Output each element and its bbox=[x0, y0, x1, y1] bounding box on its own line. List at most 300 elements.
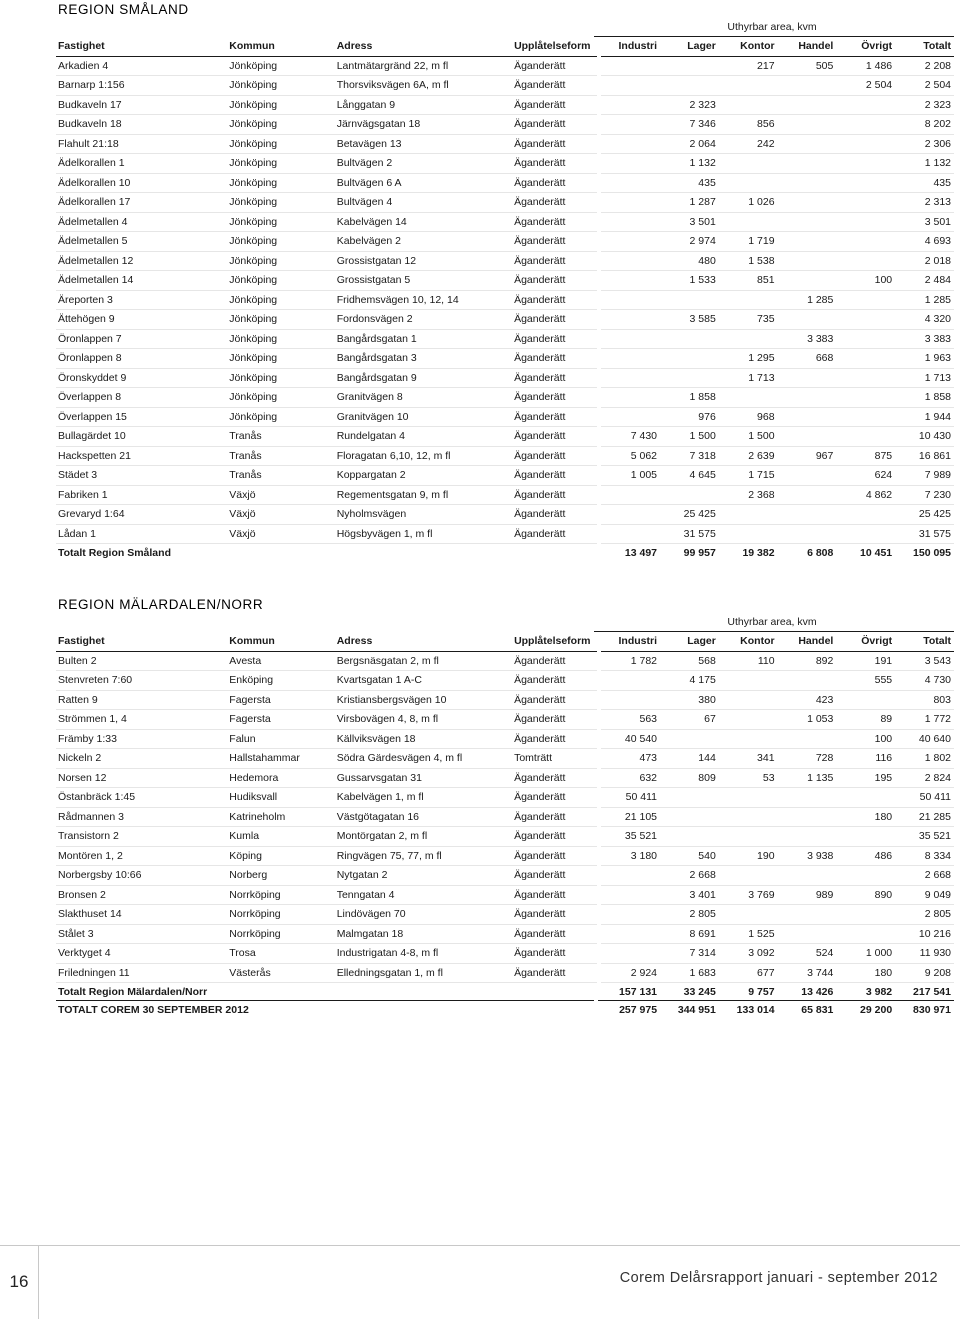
cell-kontor: 1 295 bbox=[719, 349, 778, 369]
cell-upplatelseform: Äganderätt bbox=[512, 768, 597, 788]
cell-upplatelseform: Äganderätt bbox=[512, 788, 597, 808]
property-table bbox=[56, 37, 954, 563]
cell-fastighet: Bronsen 2 bbox=[56, 885, 227, 905]
cell-kommun: Jönköping bbox=[227, 115, 334, 135]
cell-industri bbox=[601, 271, 660, 291]
cell-industri: 5 062 bbox=[601, 446, 660, 466]
cell-fastighet: Stålet 3 bbox=[56, 924, 227, 944]
cell-adress: Bangårdsgatan 9 bbox=[335, 368, 512, 388]
table-row bbox=[56, 232, 954, 252]
cell-handel bbox=[778, 154, 837, 174]
cell-upplatelseform: Äganderätt bbox=[512, 388, 597, 408]
cell-fastighet: Flahult 21:18 bbox=[56, 134, 227, 154]
cell-totalt: 10 430 bbox=[895, 427, 954, 447]
cell-fastighet: Bulten 2 bbox=[56, 651, 227, 671]
table-row bbox=[56, 95, 954, 115]
cell-lager: 1 683 bbox=[660, 963, 719, 983]
cell-kommun: Hudiksvall bbox=[227, 788, 334, 808]
cell-kontor bbox=[719, 154, 778, 174]
cell-adress: Granitvägen 10 bbox=[335, 407, 512, 427]
cell-totalt: 35 521 bbox=[895, 827, 954, 847]
table-row bbox=[56, 827, 954, 847]
cell-ovrigt bbox=[836, 212, 895, 232]
cell-industri bbox=[601, 944, 660, 964]
cell-totalt: 16 861 bbox=[895, 446, 954, 466]
cell-ovrigt: 4 862 bbox=[836, 485, 895, 505]
table-row bbox=[56, 524, 954, 544]
cell-kommun: Trosa bbox=[227, 944, 334, 964]
cell-industri bbox=[601, 407, 660, 427]
page-number-divider bbox=[38, 1245, 39, 1319]
cell-kommun: Växjö bbox=[227, 524, 334, 544]
cell-totalt: 2 018 bbox=[895, 251, 954, 271]
cell-adress: Lindövägen 70 bbox=[335, 905, 512, 925]
cell-industri bbox=[601, 134, 660, 154]
cell-industri: 1 782 bbox=[601, 651, 660, 671]
grand-total-handel: 65 831 bbox=[801, 1004, 834, 1016]
cell-lager bbox=[660, 329, 719, 349]
table-row bbox=[56, 310, 954, 330]
cell-fastighet: Barnarp 1:156 bbox=[56, 76, 227, 96]
cell-adress: Grossistgatan 12 bbox=[335, 251, 512, 271]
cell-fastighet: Arkadien 4 bbox=[56, 56, 227, 76]
cell-totalt: 2 805 bbox=[895, 905, 954, 925]
cell-ovrigt bbox=[836, 505, 895, 525]
cell-industri bbox=[601, 115, 660, 135]
table-row bbox=[56, 729, 954, 749]
cell-ovrigt: 180 bbox=[836, 807, 895, 827]
cell-kontor: 53 bbox=[719, 768, 778, 788]
cell-totalt: 7 230 bbox=[895, 485, 954, 505]
cell-adress: Kristiansbergsvägen 10 bbox=[335, 690, 512, 710]
cell-handel bbox=[778, 788, 837, 808]
cell-handel: 3 744 bbox=[778, 963, 837, 983]
report-title: Corem Delårsrapport januari - september 2012 bbox=[619, 1270, 938, 1286]
cell-adress: Industrigatan 4-8, m fl bbox=[335, 944, 512, 964]
cell-adress: Kabelvägen 2 bbox=[335, 232, 512, 252]
cell-upplatelseform: Äganderätt bbox=[512, 710, 597, 730]
cell-lager: 976 bbox=[660, 407, 719, 427]
cell-upplatelseform: Äganderätt bbox=[512, 827, 597, 847]
cell-upplatelseform: Äganderätt bbox=[512, 154, 597, 174]
cell-handel: 1 285 bbox=[778, 290, 837, 310]
table-row bbox=[56, 173, 954, 193]
cell-handel bbox=[778, 807, 837, 827]
cell-upplatelseform: Äganderätt bbox=[512, 524, 597, 544]
cell-lager: 809 bbox=[660, 768, 719, 788]
cell-upplatelseform: Äganderätt bbox=[512, 329, 597, 349]
total-row bbox=[56, 544, 954, 563]
table-row bbox=[56, 866, 954, 886]
cell-upplatelseform: Äganderätt bbox=[512, 115, 597, 135]
cell-kommun: Fagersta bbox=[227, 710, 334, 730]
cell-ovrigt bbox=[836, 427, 895, 447]
column-header-fastighet: Fastighet bbox=[56, 37, 227, 56]
cell-lager bbox=[660, 56, 719, 76]
total-totalt: 150 095 bbox=[913, 547, 951, 559]
cell-kontor bbox=[719, 290, 778, 310]
cell-fastighet: Norsen 12 bbox=[56, 768, 227, 788]
cell-totalt: 9 208 bbox=[895, 963, 954, 983]
cell-totalt: 1 132 bbox=[895, 154, 954, 174]
cell-fastighet: Lådan 1 bbox=[56, 524, 227, 544]
cell-kommun: Norrköping bbox=[227, 885, 334, 905]
cell-kommun: Jönköping bbox=[227, 349, 334, 369]
cell-kontor bbox=[719, 827, 778, 847]
cell-kontor bbox=[719, 524, 778, 544]
cell-kommun: Norrköping bbox=[227, 905, 334, 925]
table-row bbox=[56, 329, 954, 349]
column-header-ovrigt: Övrigt bbox=[836, 37, 895, 56]
cell-ovrigt: 624 bbox=[836, 466, 895, 486]
cell-adress: Källviksvägen 18 bbox=[335, 729, 512, 749]
cell-upplatelseform: Äganderätt bbox=[512, 690, 597, 710]
cell-ovrigt bbox=[836, 388, 895, 408]
cell-upplatelseform: Äganderätt bbox=[512, 95, 597, 115]
cell-ovrigt bbox=[836, 524, 895, 544]
cell-totalt: 1 802 bbox=[895, 749, 954, 769]
cell-ovrigt: 89 bbox=[836, 710, 895, 730]
cell-fastighet: Norbergsby 10:66 bbox=[56, 866, 227, 886]
cell-adress: Regementsgatan 9, m fl bbox=[335, 485, 512, 505]
table-header-row bbox=[56, 37, 954, 56]
cell-industri: 50 411 bbox=[601, 788, 660, 808]
table-header-row bbox=[56, 632, 954, 651]
cell-totalt: 3 383 bbox=[895, 329, 954, 349]
cell-kontor: 1 715 bbox=[719, 466, 778, 486]
cell-industri bbox=[601, 524, 660, 544]
cell-industri bbox=[601, 310, 660, 330]
cell-fastighet: Ädelkorallen 17 bbox=[56, 193, 227, 213]
cell-handel bbox=[778, 251, 837, 271]
cell-kontor bbox=[719, 671, 778, 691]
total-handel: 13 426 bbox=[801, 986, 834, 998]
column-header-adress: Adress bbox=[335, 632, 512, 651]
column-header-kommun: Kommun bbox=[227, 37, 334, 56]
cell-kontor: 735 bbox=[719, 310, 778, 330]
cell-kommun: Hallstahammar bbox=[227, 749, 334, 769]
cell-industri: 1 005 bbox=[601, 466, 660, 486]
cell-kommun: Kumla bbox=[227, 827, 334, 847]
cell-adress: Långgatan 9 bbox=[335, 95, 512, 115]
cell-ovrigt bbox=[836, 232, 895, 252]
cell-upplatelseform: Äganderätt bbox=[512, 505, 597, 525]
cell-kommun: Jönköping bbox=[227, 310, 334, 330]
cell-lager: 4 645 bbox=[660, 466, 719, 486]
cell-industri bbox=[601, 290, 660, 310]
cell-kommun: Tranås bbox=[227, 427, 334, 447]
table-row bbox=[56, 485, 954, 505]
cell-upplatelseform: Äganderätt bbox=[512, 671, 597, 691]
cell-fastighet: Ädelmetallen 12 bbox=[56, 251, 227, 271]
table-row bbox=[56, 690, 954, 710]
table-row bbox=[56, 505, 954, 525]
cell-kontor: 1 719 bbox=[719, 232, 778, 252]
page-number: 16 bbox=[9, 1272, 29, 1291]
cell-totalt: 8 334 bbox=[895, 846, 954, 866]
cell-upplatelseform: Äganderätt bbox=[512, 290, 597, 310]
cell-industri: 7 430 bbox=[601, 427, 660, 447]
cell-handel bbox=[778, 388, 837, 408]
cell-fastighet: Städet 3 bbox=[56, 466, 227, 486]
column-header-lager: Lager bbox=[660, 632, 719, 651]
cell-fastighet: Ättehögen 9 bbox=[56, 310, 227, 330]
table-row bbox=[56, 56, 954, 76]
cell-adress: Nyholmsvägen bbox=[335, 505, 512, 525]
cell-kommun: Hedemora bbox=[227, 768, 334, 788]
cell-adress: Södra Gärdesvägen 4, m fl bbox=[335, 749, 512, 769]
cell-totalt: 2 306 bbox=[895, 134, 954, 154]
cell-upplatelseform: Äganderätt bbox=[512, 485, 597, 505]
cell-kontor: 190 bbox=[719, 846, 778, 866]
cell-totalt: 4 320 bbox=[895, 310, 954, 330]
cell-ovrigt: 116 bbox=[836, 749, 895, 769]
column-header-fastighet: Fastighet bbox=[56, 632, 227, 651]
cell-lager: 380 bbox=[660, 690, 719, 710]
cell-upplatelseform: Äganderätt bbox=[512, 76, 597, 96]
cell-lager: 1 287 bbox=[660, 193, 719, 213]
total-kontor: 9 757 bbox=[748, 986, 775, 998]
cell-handel: 1 053 bbox=[778, 710, 837, 730]
table-row bbox=[56, 963, 954, 983]
table-row bbox=[56, 154, 954, 174]
cell-totalt: 435 bbox=[895, 173, 954, 193]
cell-lager: 25 425 bbox=[660, 505, 719, 525]
cell-adress: Thorsviksvägen 6A, m fl bbox=[335, 76, 512, 96]
cell-adress: Kabelvägen 14 bbox=[335, 212, 512, 232]
cell-fastighet: Öronlappen 7 bbox=[56, 329, 227, 349]
cell-fastighet: Budkaveln 17 bbox=[56, 95, 227, 115]
cell-upplatelseform: Äganderätt bbox=[512, 944, 597, 964]
cell-adress: Montörgatan 2, m fl bbox=[335, 827, 512, 847]
total-lager: 99 957 bbox=[683, 547, 716, 559]
cell-ovrigt: 486 bbox=[836, 846, 895, 866]
cell-handel bbox=[778, 905, 837, 925]
grand-total-lager: 344 951 bbox=[677, 1004, 716, 1016]
cell-kommun: Jönköping bbox=[227, 388, 334, 408]
cell-handel: 524 bbox=[778, 944, 837, 964]
cell-fastighet: Överlappen 8 bbox=[56, 388, 227, 408]
cell-lager: 144 bbox=[660, 749, 719, 769]
cell-totalt: 40 640 bbox=[895, 729, 954, 749]
cell-adress: Tenngatan 4 bbox=[335, 885, 512, 905]
cell-totalt: 4 693 bbox=[895, 232, 954, 252]
table-row bbox=[56, 885, 954, 905]
cell-fastighet: Slakthuset 14 bbox=[56, 905, 227, 925]
cell-kommun: Avesta bbox=[227, 651, 334, 671]
cell-adress: Fordonsvägen 2 bbox=[335, 310, 512, 330]
grand-total bbox=[56, 1001, 954, 1020]
cell-adress: Bultvägen 6 A bbox=[335, 173, 512, 193]
cell-kontor: 1 026 bbox=[719, 193, 778, 213]
cell-industri bbox=[601, 232, 660, 252]
table-row bbox=[56, 76, 954, 96]
cell-lager: 435 bbox=[660, 173, 719, 193]
cell-fastighet: Bullagärdet 10 bbox=[56, 427, 227, 447]
grand-total-kontor: 133 014 bbox=[736, 1004, 775, 1016]
cell-kommun: Jönköping bbox=[227, 193, 334, 213]
cell-kontor bbox=[719, 866, 778, 886]
table-row bbox=[56, 290, 954, 310]
table-row bbox=[56, 115, 954, 135]
column-header-lager: Lager bbox=[660, 37, 719, 56]
cell-kommun: Enköping bbox=[227, 671, 334, 691]
section-title: REGION SMÅLAND bbox=[58, 2, 189, 17]
cell-ovrigt bbox=[836, 349, 895, 369]
table-row bbox=[56, 251, 954, 271]
cell-upplatelseform: Äganderätt bbox=[512, 807, 597, 827]
cell-kontor bbox=[719, 690, 778, 710]
cell-fastighet: Ädelmetallen 4 bbox=[56, 212, 227, 232]
cell-adress: Ringvägen 75, 77, m fl bbox=[335, 846, 512, 866]
cell-kontor bbox=[719, 788, 778, 808]
cell-lager: 3 501 bbox=[660, 212, 719, 232]
cell-totalt: 2 668 bbox=[895, 866, 954, 886]
table-row bbox=[56, 788, 954, 808]
total-totalt: 217 541 bbox=[913, 986, 951, 998]
cell-kommun: Jönköping bbox=[227, 76, 334, 96]
column-header-totalt: Totalt bbox=[895, 37, 954, 56]
cell-upplatelseform: Äganderätt bbox=[512, 866, 597, 886]
cell-totalt: 1 713 bbox=[895, 368, 954, 388]
cell-lager: 4 175 bbox=[660, 671, 719, 691]
cell-handel bbox=[778, 427, 837, 447]
cell-industri bbox=[601, 690, 660, 710]
cell-ovrigt bbox=[836, 154, 895, 174]
column-header-adress: Adress bbox=[335, 37, 512, 56]
column-header-upplatelseform: Upplåtelseform bbox=[512, 632, 597, 651]
cell-handel: 728 bbox=[778, 749, 837, 769]
cell-kontor bbox=[719, 807, 778, 827]
cell-adress: Järnvägsgatan 18 bbox=[335, 115, 512, 135]
cell-kontor bbox=[719, 212, 778, 232]
cell-lager: 7 314 bbox=[660, 944, 719, 964]
table-row bbox=[56, 446, 954, 466]
cell-ovrigt: 1 486 bbox=[836, 56, 895, 76]
grand-total-label: TOTALT COREM 30 SEPTEMBER 2012 bbox=[58, 1004, 249, 1016]
total-lager: 33 245 bbox=[683, 986, 716, 998]
cell-totalt: 50 411 bbox=[895, 788, 954, 808]
group-header: Uthyrbar area, kvm bbox=[727, 616, 817, 628]
cell-upplatelseform: Äganderätt bbox=[512, 407, 597, 427]
cell-ovrigt bbox=[836, 690, 895, 710]
cell-kontor: 1 500 bbox=[719, 427, 778, 447]
cell-lager: 1 533 bbox=[660, 271, 719, 291]
cell-upplatelseform: Äganderätt bbox=[512, 173, 597, 193]
cell-ovrigt bbox=[836, 290, 895, 310]
cell-adress: Fridhemsvägen 10, 12, 14 bbox=[335, 290, 512, 310]
cell-industri bbox=[601, 193, 660, 213]
cell-industri bbox=[601, 924, 660, 944]
cell-industri bbox=[601, 329, 660, 349]
cell-industri: 632 bbox=[601, 768, 660, 788]
cell-fastighet: Öronlappen 8 bbox=[56, 349, 227, 369]
cell-upplatelseform: Äganderätt bbox=[512, 427, 597, 447]
cell-kommun: Jönköping bbox=[227, 134, 334, 154]
cell-industri: 3 180 bbox=[601, 846, 660, 866]
cell-handel: 1 135 bbox=[778, 768, 837, 788]
cell-upplatelseform: Äganderätt bbox=[512, 651, 597, 671]
cell-lager bbox=[660, 827, 719, 847]
cell-ovrigt: 2 504 bbox=[836, 76, 895, 96]
table-row bbox=[56, 427, 954, 447]
cell-fastighet: Ädelmetallen 5 bbox=[56, 232, 227, 252]
cell-handel bbox=[778, 368, 837, 388]
cell-ovrigt: 1 000 bbox=[836, 944, 895, 964]
cell-lager bbox=[660, 368, 719, 388]
cell-industri bbox=[601, 885, 660, 905]
cell-upplatelseform: Äganderätt bbox=[512, 905, 597, 925]
cell-totalt: 1 285 bbox=[895, 290, 954, 310]
cell-kommun: Jönköping bbox=[227, 368, 334, 388]
cell-fastighet: Rådmannen 3 bbox=[56, 807, 227, 827]
cell-handel bbox=[778, 310, 837, 330]
cell-adress: Malmgatan 18 bbox=[335, 924, 512, 944]
cell-lager bbox=[660, 485, 719, 505]
total-label: Totalt Region Småland bbox=[58, 547, 171, 559]
cell-fastighet: Ädelkorallen 10 bbox=[56, 173, 227, 193]
cell-ovrigt bbox=[836, 407, 895, 427]
cell-upplatelseform: Äganderätt bbox=[512, 271, 597, 291]
cell-handel bbox=[778, 134, 837, 154]
cell-ovrigt: 100 bbox=[836, 729, 895, 749]
cell-industri: 563 bbox=[601, 710, 660, 730]
cell-ovrigt bbox=[836, 134, 895, 154]
cell-kommun: Jönköping bbox=[227, 407, 334, 427]
table-row bbox=[56, 807, 954, 827]
cell-totalt: 11 930 bbox=[895, 944, 954, 964]
cell-kontor: 2 368 bbox=[719, 485, 778, 505]
column-header-totalt: Totalt bbox=[895, 632, 954, 651]
cell-lager: 480 bbox=[660, 251, 719, 271]
cell-fastighet: Östanbräck 1:45 bbox=[56, 788, 227, 808]
cell-adress: Bergsnäsgatan 2, m fl bbox=[335, 651, 512, 671]
cell-lager bbox=[660, 788, 719, 808]
table-row bbox=[56, 749, 954, 769]
cell-handel bbox=[778, 866, 837, 886]
cell-industri bbox=[601, 56, 660, 76]
cell-lager bbox=[660, 290, 719, 310]
cell-fastighet: Strömmen 1, 4 bbox=[56, 710, 227, 730]
cell-kontor: 3 769 bbox=[719, 885, 778, 905]
total-row bbox=[56, 983, 954, 1002]
cell-kontor: 341 bbox=[719, 749, 778, 769]
section-title: REGION MÄLARDALEN/NORR bbox=[58, 597, 264, 612]
cell-ovrigt: 195 bbox=[836, 768, 895, 788]
cell-industri bbox=[601, 671, 660, 691]
cell-industri bbox=[601, 368, 660, 388]
cell-kontor bbox=[719, 729, 778, 749]
cell-kommun: Jönköping bbox=[227, 95, 334, 115]
cell-kontor bbox=[719, 173, 778, 193]
cell-upplatelseform: Äganderätt bbox=[512, 466, 597, 486]
cell-lager: 31 575 bbox=[660, 524, 719, 544]
cell-industri bbox=[601, 251, 660, 271]
cell-lager: 1 500 bbox=[660, 427, 719, 447]
footer-divider bbox=[0, 1245, 960, 1246]
total-kontor: 19 382 bbox=[742, 547, 775, 559]
table-row bbox=[56, 388, 954, 408]
cell-handel: 892 bbox=[778, 651, 837, 671]
cell-handel: 423 bbox=[778, 690, 837, 710]
cell-industri bbox=[601, 866, 660, 886]
cell-kontor bbox=[719, 76, 778, 96]
cell-totalt: 10 216 bbox=[895, 924, 954, 944]
cell-handel bbox=[778, 76, 837, 96]
cell-lager: 2 805 bbox=[660, 905, 719, 925]
cell-handel bbox=[778, 271, 837, 291]
cell-industri bbox=[601, 388, 660, 408]
